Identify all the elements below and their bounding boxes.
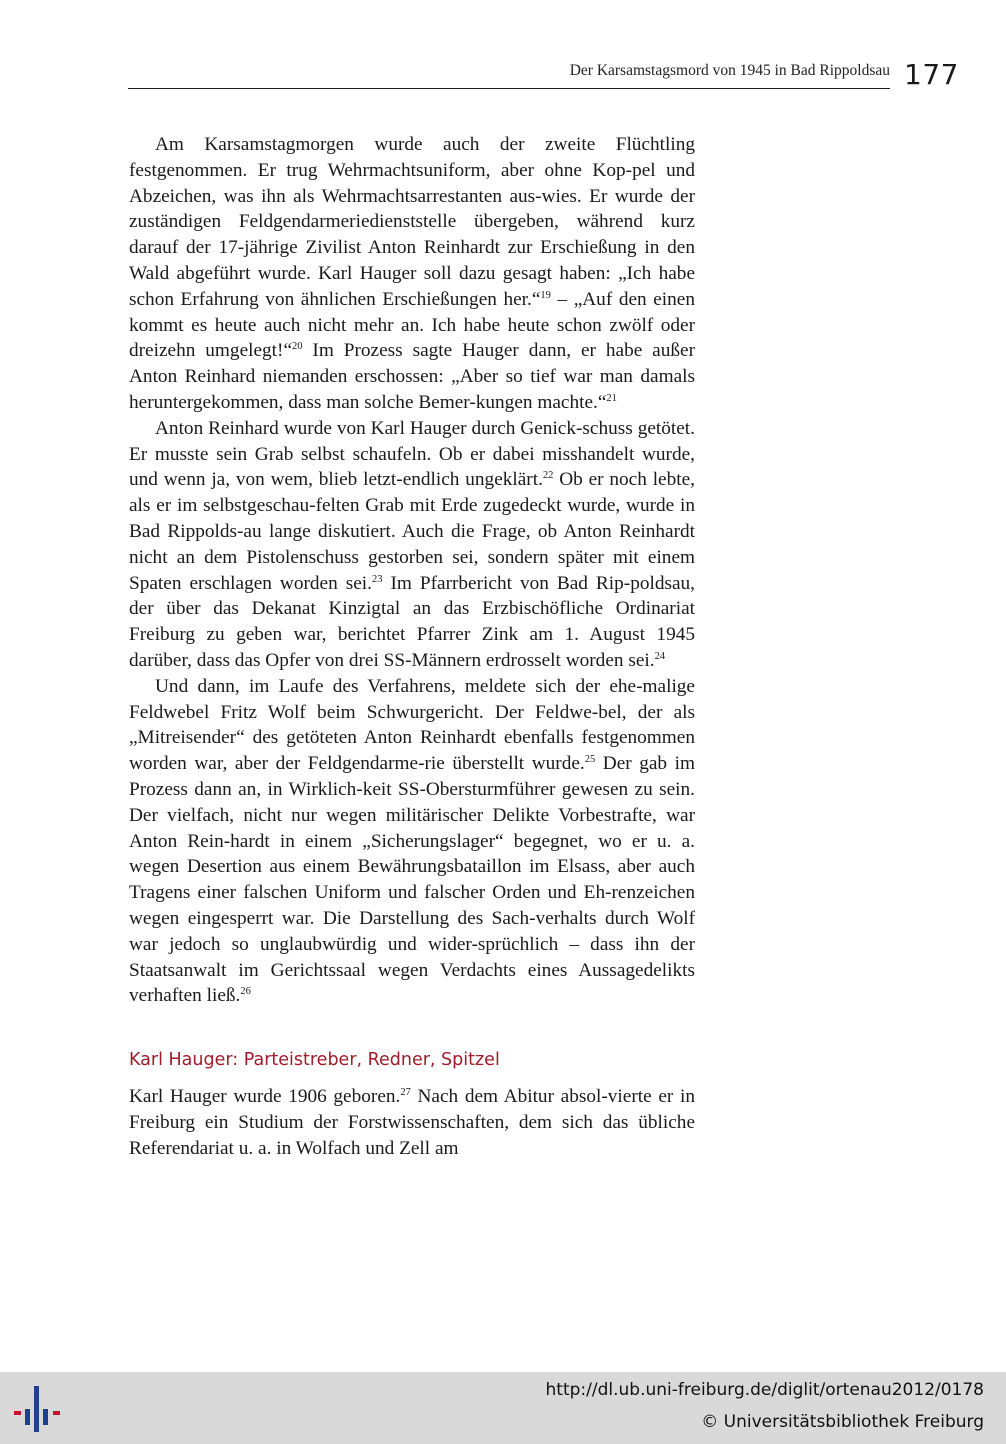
footnote-ref-26: 26 [240,986,251,998]
footnote-ref-24: 24 [654,650,666,662]
footnote-ref-25: 25 [584,754,596,766]
paragraph-text: Anton Reinhard wurde von Karl Hauger durch Genick-schuss getötet. Er musste sein Grab selbst schaufeln. Ob er dabei misshandelt wurde, und wenn ja, von wem, blieb letzt-endlich ungeklärt. [129,417,695,491]
header-rule [128,88,890,89]
paragraph-1 [129,132,695,416]
paragraph-text: Am Karsamstagmorgen wurde auch der zweite Flüchtling festgenommen. Er trug Wehrmachtsuniform, aber ohne Kop-pel und Abzeichen, was ihn als Wehrmachtsarrestanten aus-wies. Er wurde der zuständigen Feldgendarmeriedienststelle übergeben, während kurz darauf der 17-jährige Zivilist Anton Reinhardt zur Erschießung in den Wald abgeführt wurde. Karl Hauger soll dazu gesagt haben: „Ich habe schon Erfahrung von ähnlichen Erschießungen her.“ [129,134,695,310]
section-heading: Karl Hauger: Parteistreber, Redner, Spitzel [129,1050,500,1071]
footnote-ref-23: 23 [371,573,383,585]
footnote-ref-21: 21 [606,392,617,404]
paragraph-text: Und dann, im Laufe des Verfahrens, meldete sich der ehe-malige Feldwebel Fritz Wolf beim Schwurgericht. Der Feldwe-bel, der als „Mitreisender“ des getöteten Anton Reinhardt ebenfalls festgenommen worden war, aber der Feldgendarme-rie überstellt wurde. [129,675,695,775]
paragraph-text: Im Pfarrbericht von Bad Rip-poldsau, der über das Dekanat Kinzigtal an das Erzbischöfliche Ordinariat Freiburg zu geben war, berichtet Pfarrer Zink am 1. August 1945 darüber, dass das Opfer von drei SS-Männern erdrosselt worden sei. [129,572,695,671]
ub-freiburg-logo-icon [12,1384,64,1432]
footnote-ref-22: 22 [542,470,554,482]
paragraph-3 [129,674,695,1009]
paragraph-4 [129,1084,695,1161]
footnote-ref-19: 19 [540,289,551,301]
paragraph-2 [129,416,695,674]
copyright-notice: © Universitätsbibliothek Freiburg [701,1412,984,1432]
footnote-ref-20: 20 [292,341,303,353]
paragraph-text: Ob er noch lebte, als er im selbstgeschau-felten Grab mit Erde zugedeckt wurde, wurde in Bad Rippolds-au lange diskutiert. Auch die Frage, ob Anton Reinhardt nicht an dem Pistolenschuss gestorben sei, sondern später mit einem Spaten erschlagen worden sei. [129,469,695,594]
source-url-link[interactable]: http://dl.ub.uni-freiburg.de/diglit/ortenau2012/0178 [545,1380,984,1400]
paragraph-text: Karl Hauger wurde 1906 geboren. [129,1086,401,1108]
running-head: Der Karsamstagsmord von 1945 in Bad Rippoldsau [569,62,890,79]
body-text [129,132,695,1161]
paragraph-text: Der gab im Prozess dann an, in Wirklich-keit SS-Obersturmführer gewesen zu sein. Der vielfach, nicht nur wegen militärischer Delikte Vorbestrafte, war Anton Rein-hardt in einem „Sicherungslager“ begegnet, wo er u. a. wegen Desertion aus einem Bewährungsbataillon im Elsass, aber auch Tragens einer falschen Uniform und falscher Orden und Eh-renzeichen wegen eingesperrt war. Die Darstellung des Sach-verhalts durch Wolf war jedoch so unglaubwürdig und wider-sprüchlich – dass ihn der Staatsanwalt im Gerichtssaal wegen Verdachts eines Aussagedelikts verhaften ließ. [129,753,695,1007]
paragraph-text: Nach dem Abitur absol-vierte er in Freiburg ein Studium der Forstwissenschaften, dem sich das übliche Referendariat u. a. in Wolfach und Zell am [129,1086,695,1159]
paragraph-text: Im Prozess sagte Hauger dann, er habe außer Anton Reinhard niemanden erschossen: „Aber so tief war man damals heruntergekommen, dass man solche Bemer-kungen machte.“ [129,340,695,413]
paragraph-text: – „Auf den einen kommt es heute auch nicht mehr an. Ich habe heute schon zwölf oder dreizehn umgelegt!“ [129,288,695,362]
footnote-ref-27: 27 [400,1087,411,1099]
footer-band [0,1372,1006,1444]
page-number: 177 [904,58,959,91]
